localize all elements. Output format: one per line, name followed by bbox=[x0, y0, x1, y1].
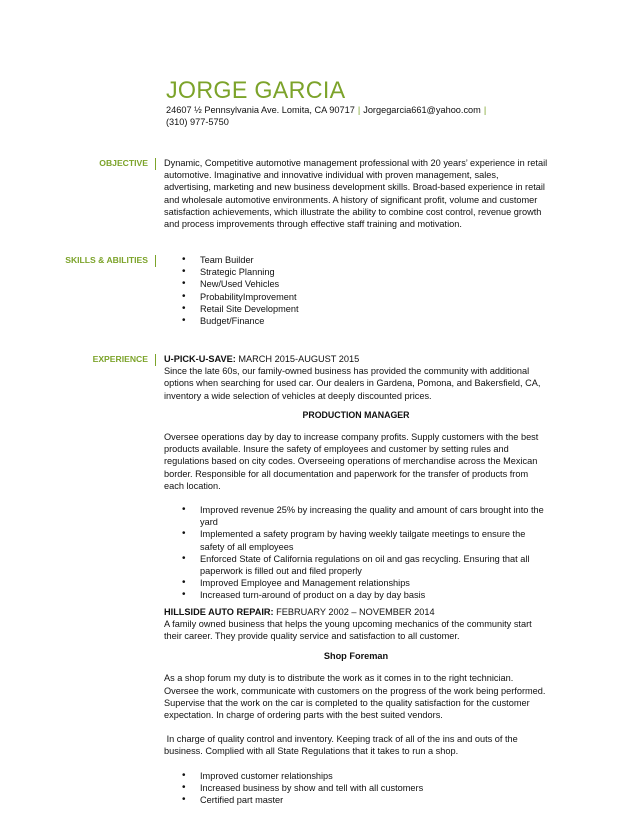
list-item: • Increased business by show and tell with all customers bbox=[164, 782, 548, 794]
experience-body bbox=[164, 353, 548, 806]
candidate-name: JORGE GARCIA bbox=[166, 77, 346, 104]
objective-text: Dynamic, Competitive automotive management professional with 20 years’ experience in retail automotive. Imaginative and innovative individual with proven management, sales, advertising, marketing and new business development skills. Broad-based experience in retail and wholesale automotive environments. A history of significant profit, volume and customer satisfaction achievements, which illustrate the ability to combine cost control, revenue growth and process improvements through effective staff training and motivation. bbox=[164, 158, 548, 230]
skills-body bbox=[164, 254, 548, 327]
separator: | bbox=[483, 105, 487, 115]
list-item: • Strategic Planning bbox=[164, 266, 548, 278]
achievements-list bbox=[164, 770, 548, 807]
objective-label: OBJECTIVE bbox=[99, 158, 148, 168]
list-item: • Budget/Finance bbox=[164, 315, 548, 327]
achievements-list bbox=[164, 504, 548, 602]
job-entry bbox=[164, 606, 548, 807]
section-divider bbox=[155, 255, 156, 267]
employer-description: A family owned business that helps the young upcoming mechanics of the community start their career. They provide quality service and satisfaction to all customer. bbox=[164, 618, 532, 642]
list-item: • Certified part master bbox=[164, 794, 548, 806]
employer-name: HILLSIDE AUTO REPAIR: bbox=[164, 606, 274, 617]
email[interactable]: Jorgegarcia661@yahoo.com bbox=[363, 105, 481, 115]
objective-body bbox=[164, 157, 548, 230]
job-paragraph: In charge of quality control and inventory. Keeping track of all of the ins and outs of the business. Complied with all State Regulations that it takes to run a shop. bbox=[164, 734, 521, 757]
job-paragraph: As a shop forum my duty is to distribute the work as it comes in to the right technician. Oversee the work, communicate with customers on the progress of the work being performed. Supervise that the work on the car is completed to the quality satisfaction for the customer expectation. In charge of ordering parts with the best suited vendors. bbox=[164, 673, 546, 721]
job-paragraph: Oversee operations day by day to increase company profits. Supply customers with the best products available. Insure the safety of employees and customer by setting rules and regulations based on city codes. Overseeing operations of merchandise across the Mexican border. Responsible for all documentation and paperwork for the transfer of products from each location. bbox=[164, 432, 539, 491]
job-heading bbox=[164, 606, 548, 618]
resume-header bbox=[166, 78, 586, 128]
job-entry bbox=[164, 353, 548, 602]
skills-label: SKILLS & ABILITIES bbox=[65, 255, 148, 265]
list-item: • Improved revenue 25% by increasing the quality and amount of cars brought into the yard bbox=[164, 504, 548, 528]
job-dates: FEBRUARY 2002 – NOVEMBER 2014 bbox=[276, 606, 435, 617]
skills-list bbox=[164, 254, 548, 327]
employer-description: Since the late 60s, our family-owned business has provided the community with additional options when searching for used car. Our dealers in Gardena, Pomona, and Bakersfield, CA, inventory a wide selection of vehicles at deeply discounted prices. bbox=[164, 366, 541, 401]
contact-line bbox=[166, 104, 586, 116]
job-title: Shop Foreman bbox=[323, 651, 389, 662]
phone: (310) 977-5750 bbox=[166, 117, 229, 128]
list-item: • Team Builder bbox=[164, 254, 548, 266]
list-item: • Retail Site Development bbox=[164, 303, 548, 315]
list-item: • ProbabilityImprovement bbox=[164, 291, 548, 303]
job-dates: MARCH 2015-AUGUST 2015 bbox=[238, 354, 360, 364]
section-divider bbox=[155, 354, 156, 366]
list-item: • Enforced State of California regulations on oil and gas recycling. Ensuring that all paperwork is filled out and filed properly bbox=[164, 553, 548, 577]
list-item: • Improved customer relationships bbox=[164, 770, 548, 782]
list-item: • Improved Employee and Management relationships bbox=[164, 577, 548, 589]
list-item: • Implemented a safety program by having weekly tailgate meetings to ensure the safety of all employees bbox=[164, 528, 548, 552]
address: 24607 ½ Pennsylvania Ave. Lomita, CA 90717 bbox=[166, 105, 355, 115]
job-title: PRODUCTION MANAGER bbox=[302, 409, 410, 420]
section-divider bbox=[155, 158, 156, 170]
job-heading bbox=[164, 353, 548, 365]
list-item: • New/Used Vehicles bbox=[164, 278, 548, 290]
list-item: • Increased turn-around of product on a day by day basis bbox=[164, 589, 548, 601]
employer-name: U-PICK-U-SAVE: bbox=[164, 354, 236, 364]
separator: | bbox=[357, 105, 361, 115]
experience-label: EXPERIENCE bbox=[92, 354, 148, 364]
